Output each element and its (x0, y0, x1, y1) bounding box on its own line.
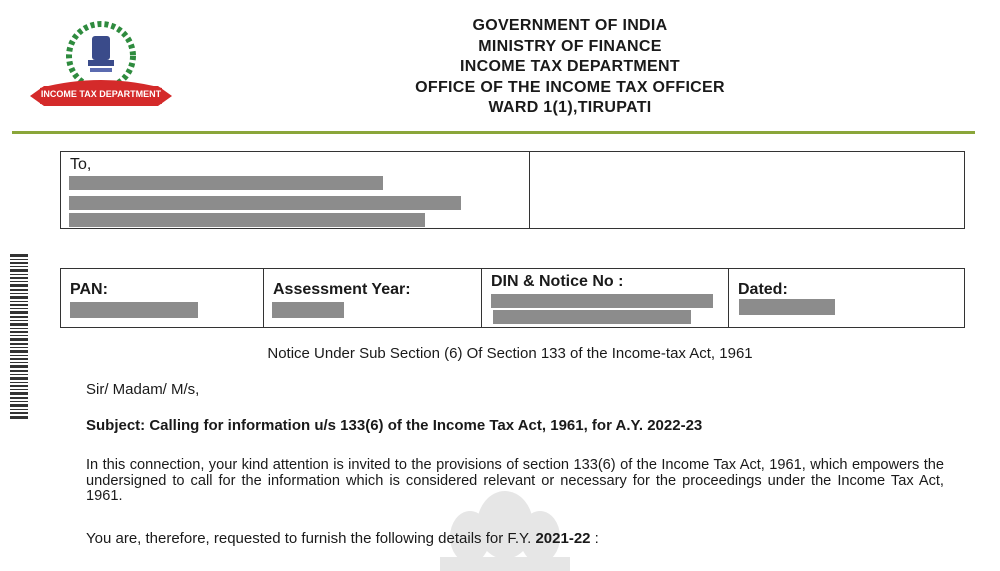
redacted-pan (70, 302, 198, 318)
logo-ribbon-text: INCOME TAX DEPARTMENT (40, 89, 162, 99)
assessment-year-cell (264, 269, 482, 327)
request-suffix: : (590, 530, 599, 547)
redacted-din-line-1 (491, 294, 713, 308)
notice-title: Notice Under Sub Section (6) Of Section 133 of the Income-tax Act, 1961 (267, 345, 753, 362)
redacted-assessment-year (272, 302, 344, 318)
header-line-office: OFFICE OF THE INCOME TAX OFFICER (415, 78, 725, 96)
redacted-address-line-3 (69, 213, 425, 227)
header-line-department: INCOME TAX DEPARTMENT (460, 58, 680, 75)
salutation: Sir/ Madam/ M/s, (86, 381, 200, 398)
addressee-box (60, 151, 965, 229)
redacted-address-line-1 (69, 176, 383, 190)
body-paragraph: In this connection, your kind attention is invited to the provisions of section 133(6) of the Income Tax Act, 1961, which empowers the undersigned to call for the information which is considered relevant or necessary for the proceedings under the Income Tax Act, 1961. (86, 457, 944, 504)
dated-label: Dated: (738, 281, 788, 298)
header-line-ward: WARD 1(1),TIRUPATI (488, 99, 652, 116)
header-line-government: GOVERNMENT OF INDIA (472, 17, 668, 34)
header-divider (12, 131, 975, 134)
pan-label: PAN: (70, 281, 108, 298)
din-notice-label: DIN & Notice No : (491, 273, 624, 290)
redacted-address-line-2 (69, 196, 461, 210)
redacted-din-line-2 (493, 310, 691, 324)
subject-line: Subject: Calling for information u/s 133(6) of the Income Tax Act, 1961, for A.Y. 2022-23 (86, 417, 703, 434)
pan-cell (61, 269, 264, 327)
barcode-icon (10, 254, 28, 420)
header-line-ministry: MINISTRY OF FINANCE (478, 37, 662, 55)
din-notice-cell (482, 269, 729, 327)
addressee-label: To, (70, 156, 92, 173)
notice-details-table (60, 268, 965, 328)
request-prefix: You are, therefore, requested to furnish the following details for F.Y. (86, 530, 536, 547)
assessment-year-label: Assessment Year: (273, 281, 411, 298)
dated-cell (729, 269, 966, 327)
request-financial-year: 2021-22 (535, 530, 591, 547)
request-line (86, 530, 599, 547)
addressee-box-divider (529, 152, 530, 228)
income-tax-department-emblem-icon (26, 18, 176, 110)
department-header (360, 16, 780, 119)
redacted-date (739, 299, 835, 315)
